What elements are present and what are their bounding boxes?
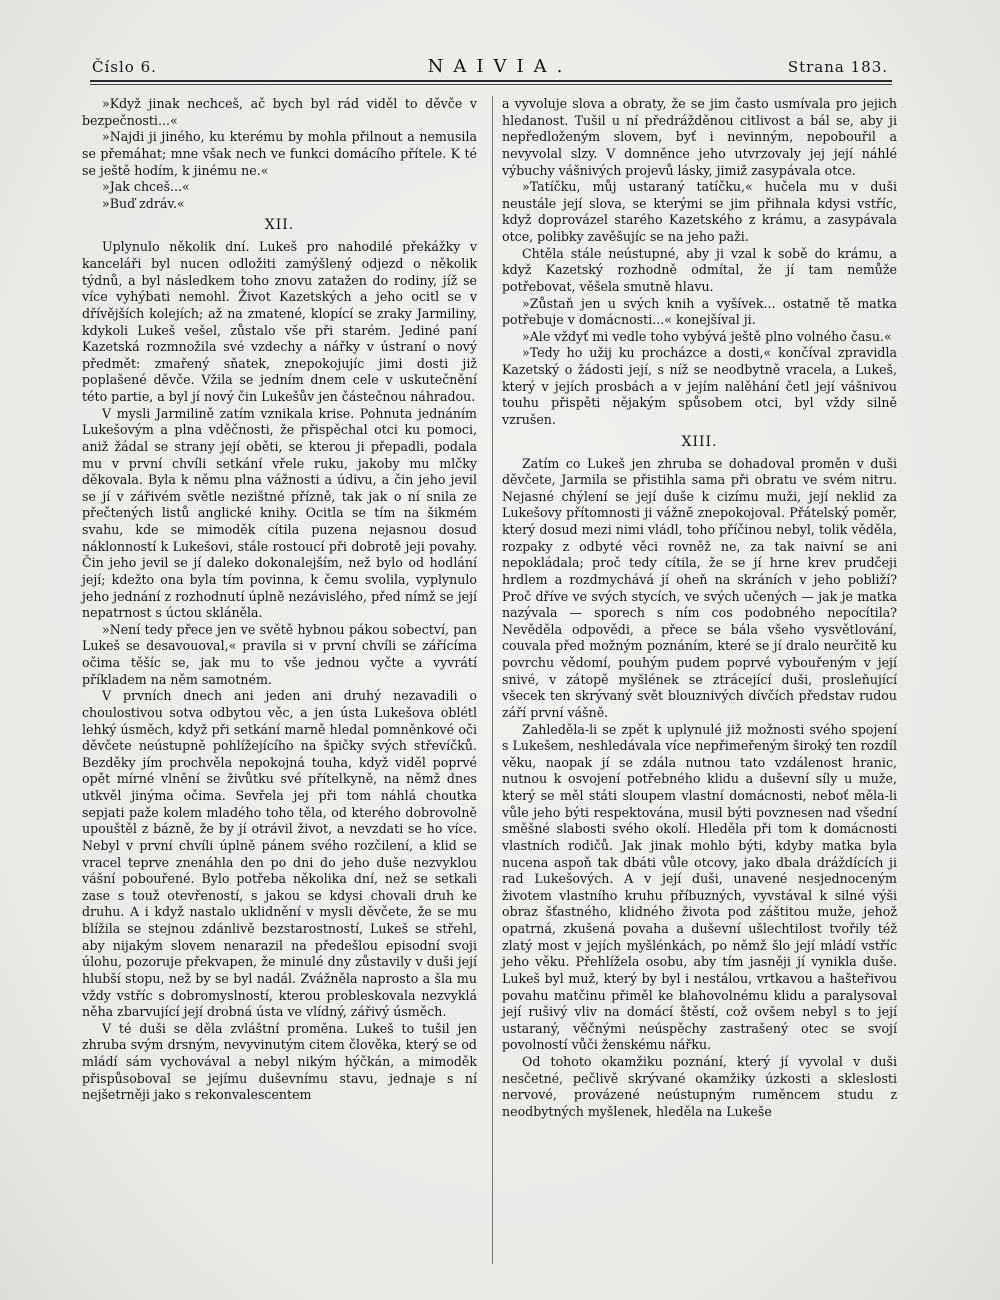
paragraph: »Najdi ji jiného, ku kterému by mohla přilnout a nemusila se přemáhat; mne však nech ve funkci domácího přítele. K té se ještě hodím, k jinému ne.« bbox=[82, 129, 477, 178]
paragraph: a vyvoluje slova a obraty, že se jim často usmívala pro jejich hledanost. Tušil u ní předrážděnou citlivost a bál se, aby ji nepředloženým slovem, byť i nevinným, nepobouřil a nevyvolal slzy. V domněnce jeho utvrzovaly jej její náhlé výbuchy vášnivých projevů lásky, jimiž zasypávala otce. bbox=[502, 96, 897, 178]
paragraph: Chtěla stále neústupné, aby ji vzal k sobě do krámu, a když Kazetský rozhodně odmítal, že jí tam nemůže potřebovat, věšela smutně hlavu. bbox=[502, 245, 897, 294]
chapter-heading: XIII. bbox=[681, 433, 718, 450]
paragraph: Zatím co Lukeš jen zhruba se dohadoval proměn v duši děvčete, Jarmila se přistihla sama při obratu ve svém nitru. Nejasné chýlení se její duše k cizímu muži, její neklid za Lukešovy přítomnosti ji vážně znepokojoval. Přátelský poměr, který dosud mezi nimi vládl, toho příčinou nebyl, tolik věděla, rozpaky z odbyté věci rovněž ne, za tak naivní se ani nepokládala; proč tedy cítila, že se jí hrne krev prudčeji hrdlem a rozdmychává jí oheň na skráních v jeho pobliží? Proč dříve ve svých stycích, ve svých učených — jak je matka nazývala — sporech s ním cos podobného nepocítila? Nevěděla odpovědi, a přece se bála všeho vysvětlování, couvala před možným poznáním, které se jí dralo neurčitě ku povrchu vědomí, pouhým pudem poprvé vybouřeným v její snivé, v zátopě myšlének se ztrácející duši, prosleňující všecek ten skrývaný svět blouznivých dívčích představ rudou září první vášně. bbox=[502, 455, 897, 720]
column-divider bbox=[492, 96, 493, 1264]
paragraph: Zahleděla-li se zpět k uplynulé již možnosti svého spojení s Lukešem, neshledávala více nepřimeřeným široký ten rozdíl věku, naopak jí se zdála nutnou tato vzdálenost hranic, nutnou k osvojení potřebného klidu a duševní síly u muže, který se měl státi sloupem vlastní domácnosti, neboť měla-li vůle jeho býti respektována, musil býti povznesen nad všední směšné slabosti svého okolí. Hleděla při tom k domácnosti vlastních rodičů. Jak jinak mohlo býti, kdyby matka byla nucena aspoň tak dbáti vůle otcovy, jako dbala dráždících ji rad Lukešových. A v její duši, unavené nesjednoceným životem vlastního kruhu příbuzných, vyvstával k silné výši obraz šťastného, klidného života pod záštitou muže, jehož opatrná, zkušená povaha a duševní ušlechtilost tvořily též zlatý most v jejích myšlénkách, po němž šlo její mládí vstříc jeho věku. Přehlížela osobu, aby tím jasněji jí vynikla duše. Lukeš byl muž, který by byl i nestálou, vrtkavou a hašteřivou povahu matčinu přiměl ke blahovolnému klidu a paralysoval její rušivý vliv na domácí štěstí, což ovšem nebyl s to její ustaraný, věčnými neúspěchy zastrašený otec se svojí povolností vůči ženskému nářku. bbox=[502, 721, 897, 1053]
chapter-heading: XII. bbox=[264, 217, 295, 234]
header-rule bbox=[90, 80, 892, 82]
paragraph: »Jak chceš...« bbox=[102, 179, 190, 195]
paragraph: »Tatíčku, můj ustaraný tatíčku,« hučela mu v duši neustále její slova, se kterými se jim přihnala kdysi vstříc, když doprovázel starého Kazetského z krámu, a zasypávala otce, polibky zavěšujíc se na jeho paži. bbox=[502, 179, 897, 244]
paragraph: »Ale vždyť mi vedle toho vybývá ještě plno volného času.« bbox=[522, 328, 892, 344]
paragraph: »Zůstaň jen u svých knih a vyšívek... ostatně tě matka potřebuje v domácnosti...« konejšíval ji. bbox=[502, 295, 897, 328]
paragraph: »Když jinak nechceš, ač bych byl rád viděl to děvče v bezpečnosti...« bbox=[82, 96, 477, 128]
paragraph: »Buď zdráv.« bbox=[102, 195, 185, 211]
paragraph: V mysli Jarmilině zatím vznikala krise. Pohnuta jednáním Lukešovým a plna vděčnosti, že přispěchal otci ku pomoci, aniž žádal se strany její oběti, se kterou ji přepadli, podala mu v první chvíli setkání vřele ruku, jakoby mu mlčky děkovala. Byla k němu plna vážnosti a údivu, a čin jeho jevil se jí v zářivém světle nezištné přízně, tak jak o ní snila ze přečtených listů anglické knihy. Ocitla se tím na šikmém svahu, kde se mimoděk cítila puzena nejasnou dosud náklonností k Lukešovi, stále rostoucí při dobrotě jeji povahy. Čin jeho jevil se jí daleko dokonalejším, než bylo od hodlání její; kdežto ona byla tím povinna, k čemu svolila, vyplynulo jeho jednání z rozhodnutí úplně nezávislého, před nímž se její nepatrnost s úctou skláněla. bbox=[82, 405, 477, 621]
paragraph: Uplynulo několik dní. Lukeš pro nahodilé překážky v kanceláři byl nucen odložiti zamýšlený odjezd o několik týdnů, a byl následkem toho znovu zatažen do rodiny, jíž se více vyhýbati nemohl. Život Kazetských a jeho ocitl se v dřívějších kolejích; až na zmatené, klopící se zraky Jarmiliny, kdykoli Lukeš vešel, zůstalo vše při starém. Jediné paní Kazetská rozmnožila své vzdechy a nářky v ústraní o nový předmět: zmařený sňatek, znepokojujíc jimi dosti již poplašené děvče. Vžila se jedním dnem cele v uskutečnění této partie, a byl jí nový čin Lukešův jen částečnou náhradou. bbox=[82, 239, 477, 404]
paragraph: V prvních dnech ani jeden ani druhý nezavadili o choulostivou sotva odbytou věc, a jen ústa Lukešova oblétl lehký úsměch, když při setkání marně hledal pomněnkové oči děvčete neústupně pohlížejícího na špičky svých střevíčků. Bezděky jím prochvěla nepokojná touha, když viděl poprvé opět mírné vlnění se živůtku své přítelkyně, na němž dnes utkvěl jinýma očima. Sevřela jej při tom náhlá choutka sepjati paže kolem mladého toho těla, od kterého dobrovolně upouštěl z bázně, že by jí otrávil život, a nevzdati se ho více. Nebyl v první chvíli úplně pánem svého rozčilení, a klid se vracel teprve znenáhla den po dni do jeho duše nezvyklou vášní pobouřené. Bylo potřeba několika dní, než se setkali zase s touž otevřeností, s jakou se kdysi chovali druh ke druhu. A i když nastalo uklidnění v mysli děvčete, že se mu blížila se stejnou zdánlivě bezstarostností, Lukeš se střehl, aby nijakým slovem nenarazil na předešlou episodní svoji úlohu, pozoruje překvapen, že minulé dny zůstavily v duši její hlubší stopu, než by se byl nadál. Zvážněla naprosto a šla mu vždy vstříc s dobromyslností, kterou probleskovala nezvyklá něha zbarvující její drobná ústa ve vlídný, zářivý úsměch. bbox=[82, 688, 477, 1020]
paragraph: Od tohoto okamžiku poznání, který jí vyvolal v duši nesčetné, pečlivě skrývané okamžiky úzkosti a skleslosti nervové, provázené neústupným ruměncem studu z neodbytných myšlenek, hleděla na Lukeše bbox=[502, 1054, 897, 1119]
right-text-column bbox=[502, 96, 897, 1121]
masthead-title: NAIVIA. bbox=[427, 56, 573, 77]
header-rule-thin bbox=[90, 84, 892, 85]
page-number: Strana 183. bbox=[787, 58, 888, 76]
left-text-column bbox=[82, 96, 477, 1104]
paragraph: »Tedy ho užij ku procházce a dosti,« končíval zpravidla Kazetský o žádosti její, s níž se neodbytně vracela, a Lukeš, který v jejích prosbách a v jejím nalěhání četl její vášnivou touhu přispěti nějakým spůsobem otci, byl vždy silně vzrušen. bbox=[502, 345, 897, 427]
paragraph: V té duši se děla zvláštní proměna. Lukeš to tušil jen zhruba svým drsným, nevyvinutým citem člověka, který se od mládí sám vychovával a nebyl nikým hýčkán, a mimoděk přispůsoboval se jejímu duševnímu stavu, jednaje s ní nejšetrněji jako s rekonvalescentem bbox=[82, 1020, 477, 1103]
paragraph: »Není tedy přece jen ve světě hybnou pákou sobectví, pan Lukeš se desavouoval,« pravila si v první chvíli se zářícíma očima těšíc se, jak mu to vše jednou vyčte a vyvrátí příkladem na něm samotném. bbox=[82, 621, 477, 687]
issue-number: Číslo 6. bbox=[92, 58, 157, 76]
